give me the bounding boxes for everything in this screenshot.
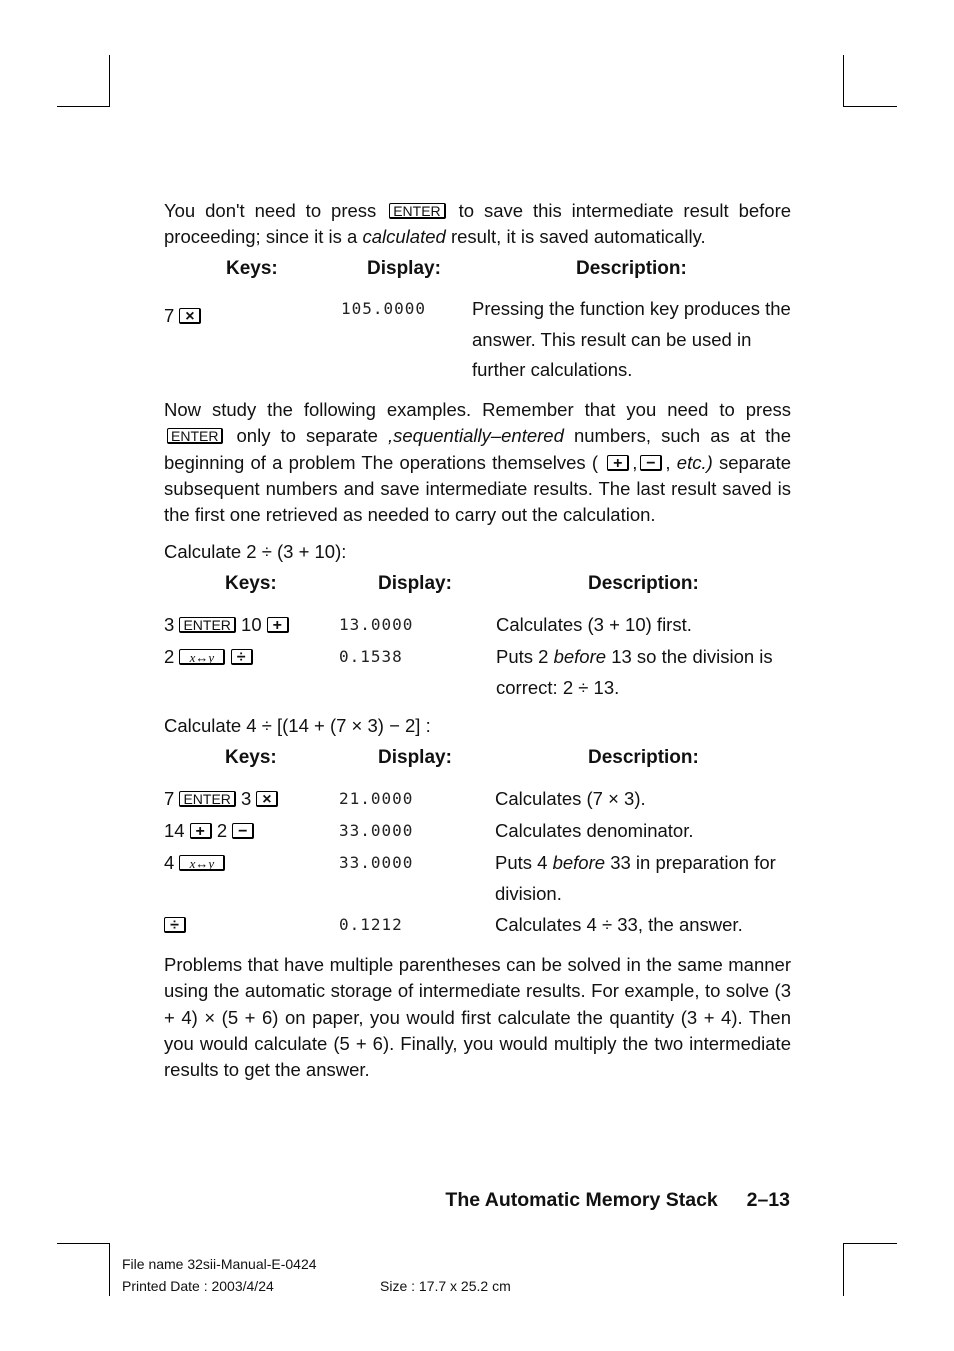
desc-text: Puts 4 <box>495 852 548 873</box>
table3-row3-keys <box>164 848 225 878</box>
table3-row1-description: Calculates (7 × 3). <box>495 788 646 809</box>
divide-key-icon: ÷ <box>164 917 186 933</box>
calculation-2-heading: Calculate 4 ÷ [(14 + (7 × 3) − 2] : <box>164 715 431 736</box>
keys-number: 2 <box>216 820 228 841</box>
keys-number: 3 <box>164 614 175 635</box>
table2-row2-keys <box>164 642 253 672</box>
page-number: 2–13 <box>746 1189 790 1211</box>
table2-row1-display: 13.0000 <box>339 615 414 634</box>
desc-text: 13 so the division is correct: 2 ÷ 13. <box>496 646 773 698</box>
table3-row4-keys <box>164 910 186 940</box>
keys-number: 3 <box>241 788 252 809</box>
enter-key-icon: ENTER <box>389 203 445 219</box>
intro-text-b: to save this intermediate result before proceeding; since it is a <box>164 200 792 248</box>
swap-xy-key-icon: x↔y <box>179 649 225 665</box>
crop-mark-tr-v <box>843 55 844 107</box>
crop-mark-br-v <box>843 1243 844 1296</box>
table2-keys-header: Keys: <box>225 573 277 594</box>
intro-emphasis: calculated <box>362 226 446 248</box>
desc-text: 33 in preparation for division. <box>495 852 776 904</box>
crop-mark-tl-v <box>109 55 110 107</box>
table3-display-header: Display: <box>378 747 452 768</box>
para2-text-d: separate subsequent numbers and save intermediate results. The last result saved is the first one retrieved as needed to carry out the calculation. <box>164 451 792 526</box>
table2-row2-display: 0.1538 <box>339 647 403 666</box>
plus-key-icon: + <box>267 617 289 633</box>
printed-date: Printed Date : 2003/4/24 <box>122 1278 274 1294</box>
para2-text-a: Now study the following examples. Remember that you need to press <box>164 399 791 420</box>
keys-number: 4 <box>164 852 175 873</box>
examples-paragraph: Now study the following examples. Remember that you need to press ENTER only to separate ,sequentially–entered numbers, such as at the beginning of a problem The operations themselves ( + , − , etc.) separate subsequent numbers and save intermediate results. The last result saved is the first one retrieved as needed to carry out the calculation. <box>164 399 792 526</box>
table1-row1-keys <box>164 301 201 331</box>
table3-description-header: Description: <box>588 747 699 768</box>
table2-description-header: Description: <box>588 573 699 594</box>
chapter-title: The Automatic Memory Stack <box>445 1189 718 1211</box>
table3-keys-header: Keys: <box>225 747 277 768</box>
crop-mark-bl-h <box>57 1243 110 1244</box>
table3-row3-display: 33.0000 <box>339 853 414 872</box>
multiply-key-icon: × <box>179 308 201 324</box>
enter-key-icon: ENTER <box>167 428 223 444</box>
enter-key-icon: ENTER <box>179 791 235 807</box>
table1-row1-description: Pressing the function key produces the answer. This result can be used in further calculations. <box>472 298 791 380</box>
parentheses-paragraph: Problems that have multiple parentheses can be solved in the same manner using the automatic storage of intermediate results. For example, to solve (3 + 4) × (5 + 6) on paper, you would first calculate the quantity (3 + 4). Then you would calculate (5 + 6). Finally, you would multiply the two intermediate results to get the answer. <box>164 954 791 1081</box>
table3-row2-keys <box>164 816 254 846</box>
plus-key-icon: + <box>607 455 629 471</box>
table3-row1-keys <box>164 784 278 814</box>
table3-row2-description: Calculates denominator. <box>495 820 694 841</box>
table2-row2-description <box>496 642 796 703</box>
crop-mark-bl-v <box>109 1243 110 1296</box>
swap-xy-key-icon: x↔y <box>179 855 225 871</box>
keys-number: 2 <box>164 646 175 667</box>
intro-text-c: result, it is saved automatically. <box>450 226 706 248</box>
table2-row1-description: Calculates (3 + 10) first. <box>496 614 692 635</box>
minus-key-icon: − <box>640 455 662 471</box>
crop-mark-br-h <box>843 1243 897 1244</box>
plus-key-icon: + <box>190 823 212 839</box>
intro-paragraph <box>164 198 791 251</box>
desc-text: Puts 2 <box>496 646 549 667</box>
keys-number: 10 <box>241 614 262 635</box>
table2-display-header: Display: <box>378 573 452 594</box>
table3-row4-display: 0.1212 <box>339 915 403 934</box>
table3-row2-display: 33.0000 <box>339 821 414 840</box>
table3-row3-description <box>495 848 795 909</box>
desc-emphasis: before <box>552 852 606 873</box>
table1-display-header: Display: <box>367 258 441 279</box>
para2-text-b: only to separate <box>236 425 378 447</box>
keys-number: 14 <box>164 820 185 841</box>
page-footer-title <box>445 1189 790 1212</box>
table2-row1-keys <box>164 610 289 640</box>
table1-row1-display: 105.0000 <box>341 299 427 318</box>
para2-emphasis-2: etc.) <box>676 451 713 473</box>
enter-key-icon: ENTER <box>179 617 235 633</box>
file-name: File name 32sii-Manual-E-0424 <box>122 1256 317 1272</box>
crop-mark-tl-h <box>57 106 110 107</box>
table1-keys-header: Keys: <box>226 258 278 279</box>
desc-emphasis: before <box>553 646 607 667</box>
table3-row4-description: Calculates 4 ÷ 33, the answer. <box>495 914 743 935</box>
keys-number: 7 <box>164 305 175 326</box>
keys-number: 7 <box>164 788 175 809</box>
calculation-1-heading: Calculate 2 ÷ (3 + 10): <box>164 541 347 562</box>
table3-row1-display: 21.0000 <box>339 789 414 808</box>
para2-emphasis-1: ,sequentially–entered <box>388 425 564 447</box>
minus-key-icon: − <box>232 823 254 839</box>
multiply-key-icon: × <box>256 791 278 807</box>
crop-mark-tr-h <box>843 106 897 107</box>
page-size: Size : 17.7 x 25.2 cm <box>380 1278 511 1294</box>
para2-text-c: numbers, such as at the beginning of a problem The operations themselves ( <box>164 425 791 473</box>
table1-description-header: Description: <box>576 258 687 279</box>
divide-key-icon: ÷ <box>231 649 253 665</box>
intro-text-a: You don't need to press <box>164 200 377 221</box>
